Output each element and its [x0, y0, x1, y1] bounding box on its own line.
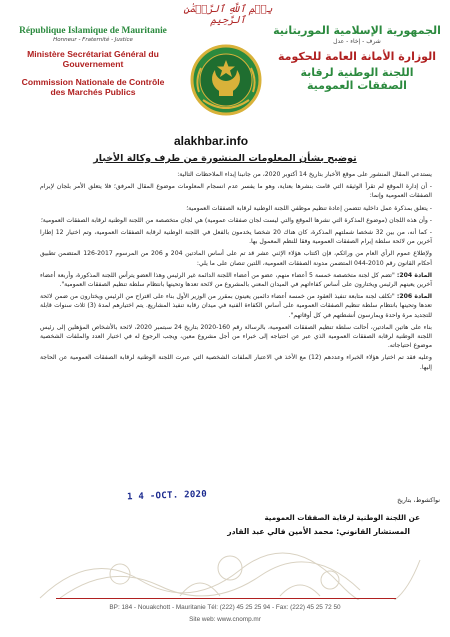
article-label: المادة 206:	[396, 293, 433, 301]
article-206	[40, 292, 432, 320]
date-line: نواكشوط، بتاريخ	[397, 497, 440, 504]
french-republic-name: République Islamique de Mauritanie	[19, 26, 167, 36]
body-paragraph: وعليه فقد تم اختيار هؤلاء الخبراء وعددهم (12) مع الأخذ في الاعتبار الملفات الشخصية التي عبرت اللجنة الوطنية لرقابة الصفقات العمومية عن الحاجة إليها.	[40, 354, 432, 371]
article-label: المادة 204:	[396, 271, 432, 279]
signature-name: المستشار القانوني: محمد الأمين فالي عبد القادر	[227, 527, 410, 536]
footer-contact: BP: 184 - Nouakchott - Mauritanie Tél: (222) 45 25 25 94 - Fax: (222) 45 25 72 50	[109, 604, 341, 611]
footer-divider	[56, 598, 396, 599]
decorative-arabesque-pattern	[0, 540, 450, 600]
arabic-commission-line2: الصفقات العمومية	[307, 79, 407, 92]
signature-organization: عن اللجنة الوطنية لرقابة الصفقات العمومية	[264, 513, 420, 522]
french-commission: Commission Nationale de Contrôle des Marchés Publics	[21, 77, 165, 97]
body-paragraph: - وأن هذه اللجان (موضوع المذكرة التي نشرها الموقع والتي ليست لجان صفقات عمومية) هي لجان متخصصة من اللجنة الوطنية لرقابة الصفقات العمومية؛	[40, 216, 432, 224]
arabic-republic-name: الجمهورية الإسلامية الموريتانية	[273, 24, 441, 37]
national-seal-emblem	[189, 40, 263, 122]
body-paragraph: - كما أنه، من بين 32 شخصا شملتهم المذكرة، كان هناك 20 شخصا يخدمون بالفعل في اللجنة الوطنية لرقابة الصفقات العمومية، وتم اختيار 12 إطارا آخرين من لائحة سلطة إبرام الصفقات العمومية وفقا للنظم المعمول بها.	[40, 229, 432, 246]
body-paragraph: يستدعي المقال المنشور على موقع الأخبار بتاريخ 14 أكتوبر 2020، من جانبنا إبداء الملاحظات التالية:	[177, 171, 432, 178]
source-watermark: alakhbar.info	[174, 134, 249, 148]
arabic-ministry: الوزارة الأمانة العامة للحكومة	[278, 50, 436, 63]
article-text: "تضم كل لجنة متخصصة خمسة 5 أعضاء منهم، عضو من أعضاء اللجنة الدائمة غير الرئيس وهذا العضو يترأس اللجنة المذكورة، وأربعة أعضاء آخرين يعينهم الرئيس ويختارون على أساس كفاءاتهم في الميدان المعني بالمشروع من لائحة تعدها وتحينها بانتظام سلطة تنظيم الصفقات العمومية".	[40, 271, 432, 289]
arabic-commission-line1: اللجنة الوطنية لرقابة	[300, 66, 414, 79]
article-204	[40, 271, 432, 289]
document-body	[40, 170, 432, 375]
body-paragraph: بناء على هاتين المادتين، أحالت سلطة تنظيم الصفقات العمومية، بالرسالة رقم 160-2020 بتاريخ 24 سبتمبر 2020، لائحة بالأشخاص المؤهلين إلى رئيس اللجنة الوطنية لرقابة الصفقات العمومية الذي عبر عن احتياجه إلى خبراء من أجل مشروع معين، ويجب الرجوع له في اختيار العدد والملفات الشخصية موضوع احتياجاته.	[40, 323, 432, 350]
body-paragraph: - يتعلق بمذكرة عمل داخلية تتضمن إعادة تنظيم موظفي اللجنة الوطنية لرقابة الصفقات العمومية؛	[186, 204, 432, 212]
body-paragraph: ولإطلاع عموم الرأي العام من ورائكم، فإن اكتتاب هؤلاء الإثني عشر قد تم على أساس المادتين 204 و 206 من المرسوم 2017-126 المتضمن تطبيق أحكام القانون رقم 2010-044 المتضمن مدونة الصفقات العمومية، اللتين تنصان على ما يلي:	[40, 250, 432, 267]
french-header	[18, 26, 168, 97]
article-text: "تكلف لجنة متابعة تنفيذ العقود من خمسة أعضاء دائمين يعينون بمقرر من الوزير الأول بناء على اقتراح من الرئيس ويختارون من ضمن لائحة تعدها وتحينها بانتظام سلطة تنظيم الصفقات العمومية على أساس الكفاءة الفنية في ميدان رقابة تنفيذ المشاريع. يتم اختيارهم لمدة (3) ثلاث سنوات قابلة للتجديد مرة واحدة ويمارسون أنشطتهم في كل أوقاتهم".	[40, 293, 433, 319]
arabic-motto: شرف - إخاء - عدل	[333, 38, 381, 45]
body-paragraph: - أن إدارة الموقع لم تقرأ الوثيقة التي قامت بنشرها بعناية، وهو ما يفسر عدم انسجام المعلومات موضوع المقال المرفق؛ فلا يتعلق الأمر بلجان لإبرام الصفقات العمومية وإنما:	[40, 183, 432, 200]
bismillah-calligraphy: بِسۡمِ ٱللَّهِ ٱلرَّحۡمَٰنِ ٱلرَّحِيمِ	[183, 4, 273, 26]
arabic-header	[272, 24, 442, 92]
document-title: توضيح بشأن المعلومات المنشورة من طرف وكالة الأخبار	[93, 153, 357, 164]
french-ministry: Ministère Secrétariat Général du Gouvernement	[27, 49, 159, 69]
footer-website: Site web: www.cnomp.mr	[189, 616, 261, 623]
date-stamp: 1 4 -OCT. 2020	[126, 489, 208, 503]
french-motto: Honneur - Fraternité - Justice	[53, 37, 133, 43]
